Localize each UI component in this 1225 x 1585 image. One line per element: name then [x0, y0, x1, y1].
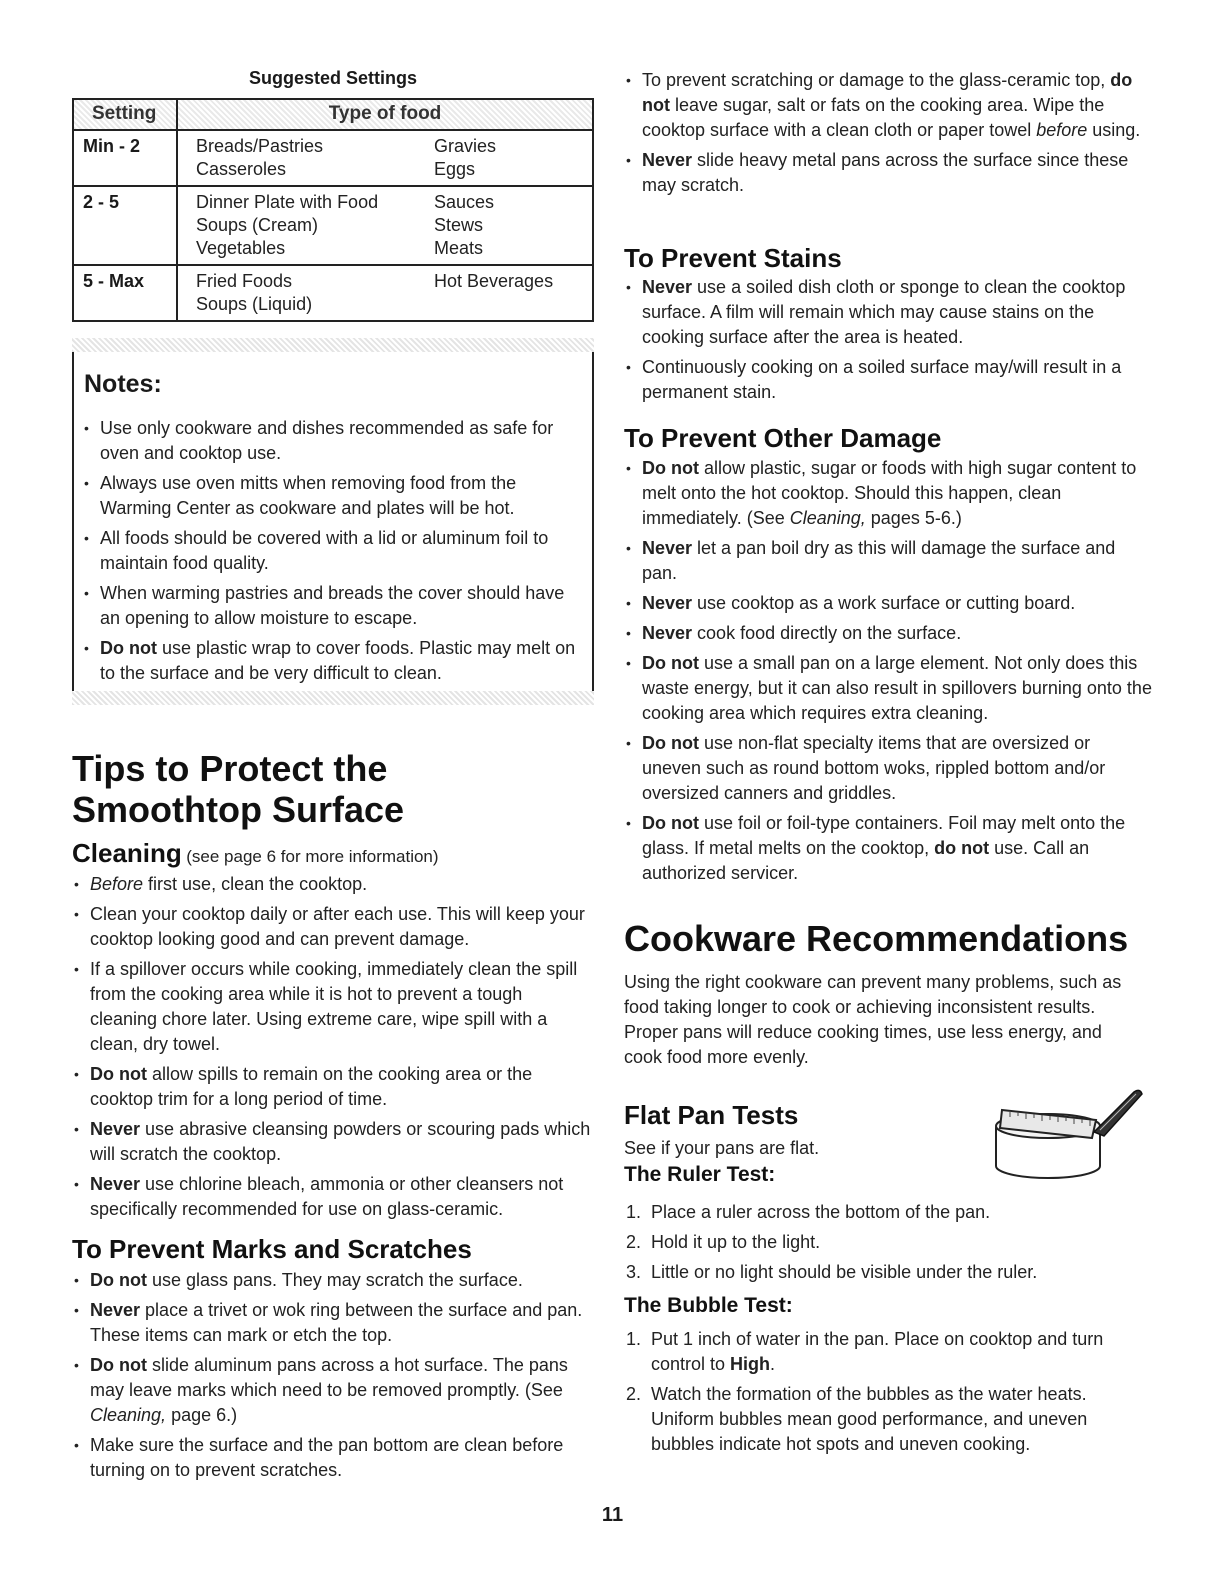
notes-stripe	[72, 691, 594, 705]
list-item: • Before first use, clean the cooktop.	[72, 872, 594, 897]
list-item: • Do not use foil or foil-type containers. Foil may melt onto the glass. If metal melts on the cooktop, do not use. Call an authorized servicer.	[624, 811, 1154, 886]
list-item: • Never use a soiled dish cloth or sponge to clean the cooktop surface. A film will remain which may cause stains on the cooking surface after the area is heated.	[624, 275, 1154, 350]
tips-heading: Tips to Protect the Smoothtop Surface	[72, 748, 405, 830]
ruler-steps	[624, 1200, 1154, 1290]
list-item: • Never use abrasive cleansing powders or scouring pads which will scratch the cooktop.	[72, 1117, 594, 1167]
list-item: 1. Put 1 inch of water in the pan. Place on cooktop and turn control to High.	[626, 1329, 1104, 1374]
list-item: • Do not allow plastic, sugar or foods with high sugar content to melt onto the hot cooktop. Should this happen, clean immediately. (See Cleaning, pages 5-6.)	[624, 456, 1154, 531]
list-item: • All foods should be covered with a lid or aluminum foil to maintain food quality.	[82, 526, 584, 576]
list-item: 2. Watch the formation of the bubbles as the water heats. Uniform bubbles mean good performance, and uneven bubbles indicate hot spots and uneven cooking.	[626, 1384, 1088, 1454]
table-row	[74, 131, 592, 187]
food-item: Hot Beverages	[434, 271, 554, 291]
cleaning-note: (see page 6 for more information)	[186, 847, 439, 866]
notes-title: Notes:	[84, 370, 162, 398]
list-item: • Never let a pan boil dry as this will damage the surface and pan.	[624, 536, 1154, 586]
marks-list	[72, 1268, 594, 1488]
food-item: Meats	[434, 238, 484, 258]
list-item: • Make sure the surface and the pan bottom are clean before turning on to prevent scratches.	[72, 1433, 594, 1483]
list-item: • If a spillover occurs while cooking, immediately clean the spill from the cooking area while it is hot to prevent a tough cleaning chore later. Using extreme care, wipe spill with a clean, dry towel.	[72, 957, 594, 1057]
list-item: • Always use oven mitts when removing food from the Warming Center as cookware and plates will be hot.	[82, 471, 584, 521]
list-item: • Never cook food directly on the surface.	[624, 621, 1154, 646]
page-number: 11	[601, 1504, 624, 1526]
flat-pan-intro: See if your pans are flat.	[624, 1138, 820, 1158]
setting-cell: 2 - 5	[74, 187, 178, 264]
list-item: • Do not use a small pan on a large element. Not only does this waste energy, but it can also result in spillovers burning onto the cooking area which requires extra cleaning.	[624, 651, 1154, 726]
marks-heading: To Prevent Marks and Scratches	[72, 1234, 472, 1264]
notes-list	[82, 416, 584, 691]
food-item: Soups (Liquid)	[196, 294, 313, 314]
notes-box	[72, 338, 594, 705]
list-item: • Clean your cooktop daily or after each use. This will keep your cooktop looking good and can prevent damage.	[72, 902, 594, 952]
header-setting: Setting	[74, 100, 178, 129]
food-item: Soups (Cream)	[196, 215, 319, 235]
stains-heading: To Prevent Stains	[624, 243, 842, 273]
list-item: • Never use chlorine bleach, ammonia or other cleansers not specifically recommended for use on glass-ceramic.	[72, 1172, 594, 1222]
food-item: Breads/Pastries	[196, 136, 324, 156]
list-item: 3. Little or no light should be visible under the ruler.	[626, 1262, 1038, 1282]
food-item: Dinner Plate with Food	[196, 192, 379, 212]
ruler-test-heading: The Ruler Test:	[624, 1163, 776, 1186]
bubble-test-heading: The Bubble Test:	[624, 1294, 793, 1317]
list-item: 2. Hold it up to the light.	[626, 1232, 821, 1252]
list-item: • To prevent scratching or damage to the glass-ceramic top, do not leave sugar, salt or fats on the cooking area. Wipe the cooktop surface with a clean cloth or paper towel before using.	[624, 68, 1154, 143]
list-item: • Never slide heavy metal pans across the surface since these may scratch.	[624, 148, 1154, 198]
settings-table	[72, 98, 594, 322]
setting-cell: 5 - Max	[74, 266, 178, 320]
pan-with-ruler-icon	[984, 1080, 1144, 1185]
damage-list	[624, 456, 1154, 891]
list-item: • Do not allow spills to remain on the cooking area or the cooktop trim for a long period of time.	[72, 1062, 594, 1112]
list-item: • When warming pastries and breads the cover should have an opening to allow moisture to escape.	[82, 581, 584, 631]
cleaning-list	[72, 872, 594, 1227]
list-item: • Do not slide aluminum pans across a hot surface. The pans may leave marks which need to be removed promptly. (See Cleaning, page 6.)	[72, 1353, 594, 1428]
notes-stripe	[72, 338, 594, 352]
table-row	[74, 187, 592, 266]
scratch-list	[624, 68, 1154, 203]
emphasis: Do not	[100, 638, 157, 658]
list-item: • Do not use plastic wrap to cover foods. Plastic may melt on to the surface and be very difficult to clean.	[82, 636, 584, 686]
list-item: • Never place a trivet or wok ring between the surface and pan. These items can mark or etch the top.	[72, 1298, 594, 1348]
cookware-intro: Using the right cookware can prevent many problems, such as food taking longer to cook or achieving inconsistent results. Proper pans will reduce cooking times, use less energy, and cook food more evenly.	[624, 972, 1122, 1067]
setting-cell: Min - 2	[74, 131, 178, 185]
bubble-steps	[624, 1327, 1154, 1462]
list-item: • Continuously cooking on a soiled surface may/will result in a permanent stain.	[624, 355, 1154, 405]
list-item: • Use only cookware and dishes recommended as safe for oven and cooktop use.	[82, 416, 584, 466]
list-item: • Never use cooktop as a work surface or cutting board.	[624, 591, 1154, 616]
food-item: Gravies	[434, 136, 497, 156]
header-food-type: Type of food	[328, 103, 442, 124]
table-row	[74, 266, 592, 320]
cleaning-heading: Cleaning (see page 6 for more information)	[72, 838, 439, 868]
food-item: Stews	[434, 215, 484, 235]
food-item: Vegetables	[196, 238, 286, 258]
food-item: Fried Foods	[196, 271, 293, 291]
table-header	[74, 100, 592, 131]
table-title: Suggested Settings	[248, 68, 418, 88]
stains-list	[624, 275, 1154, 410]
food-item: Casseroles	[196, 159, 287, 179]
list-item: • Do not use glass pans. They may scratch the surface.	[72, 1268, 594, 1293]
flat-pan-heading: Flat Pan Tests	[624, 1100, 799, 1130]
list-item: 1. Place a ruler across the bottom of the pan.	[626, 1202, 991, 1222]
food-item: Eggs	[434, 159, 476, 179]
food-item: Sauces	[434, 192, 495, 212]
list-item: • Do not use non-flat specialty items that are oversized or uneven such as round bottom woks, rippled bottom and/or oversized canners and griddles.	[624, 731, 1154, 806]
cookware-heading: Cookware Recommendations	[624, 918, 1129, 959]
damage-heading: To Prevent Other Damage	[624, 423, 942, 453]
